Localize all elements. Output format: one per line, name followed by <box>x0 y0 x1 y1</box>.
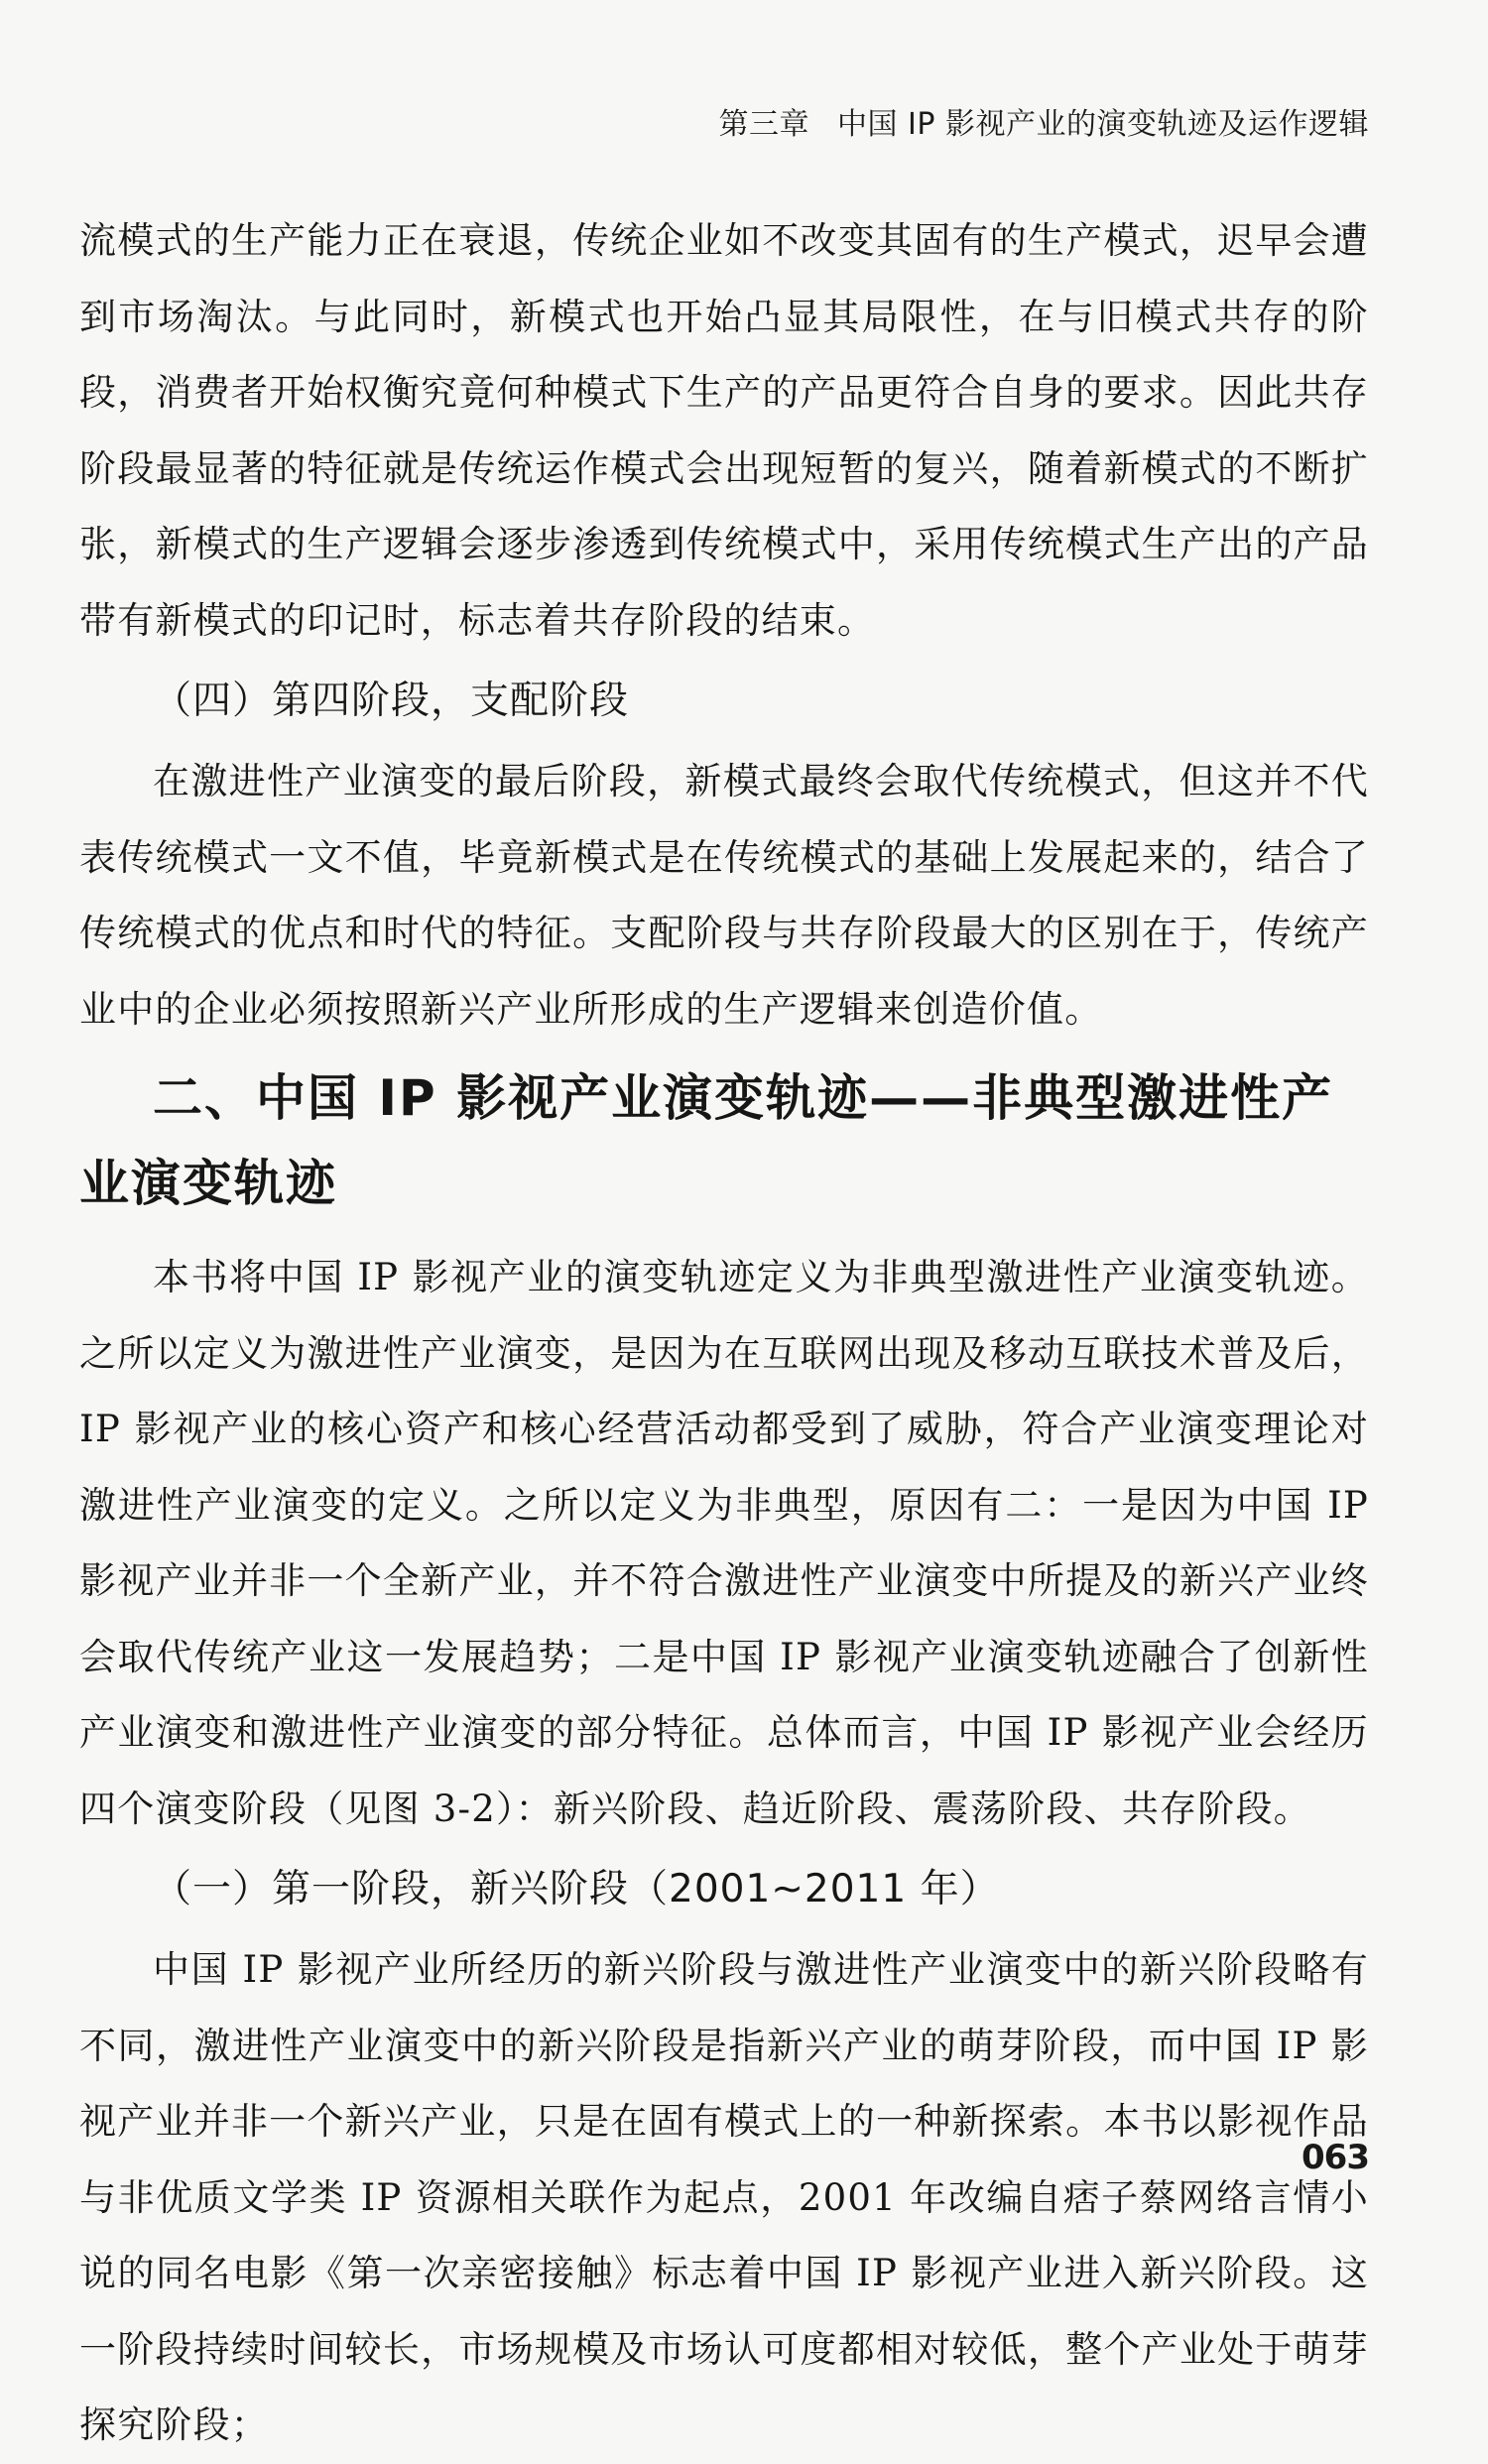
page-body <box>79 203 1369 2464</box>
page-number: 063 <box>1302 2138 1369 2177</box>
paragraph-dominance-stage: 在激进性产业演变的最后阶段，新模式最终会取代传统模式，但这并不代表传统模式一文不值，毕竟新模式是在传统模式的基础上发展起来的，结合了传统模式的优点和时代的特征。支配阶段与共存阶段最大的区别在于，传统产业中的企业必须按照新兴产业所形成的生产逻辑来创造价值。 <box>79 760 1369 1031</box>
running-header <box>718 99 1369 143</box>
paragraph-atypical-evolution: 本书将中国 IP 影视产业的演变轨迹定义为非典型激进性产业演变轨迹。之所以定义为激进性产业演变，是因为在互联网出现及移动互联技术普及后，IP 影视产业的核心资产和核心经营活动都受到了威胁，符合产业演变理论对激进性产业演变的定义。之所以定义为非典型，原因有二：一是因为中国 IP 影视产业并非一个全新产业，并不符合激进性产业演变中所提及的新兴产业终会取代传统产业这一发展趋势；二是中国 IP 影视产业演变轨迹融合了创新性产业演变和激进性产业演变的部分特征。总体而言，中国 IP 影视产业会经历四个演变阶段（见图 3-2）：新兴阶段、趋近阶段、震荡阶段、共存阶段。 <box>79 1256 1369 1830</box>
paragraph-emerging-stage: 中国 IP 影视产业所经历的新兴阶段与激进性产业演变中的新兴阶段略有不同，激进性产业演变中的新兴阶段是指新兴产业的萌芽阶段，而中国 IP 影视产业并非一个新兴产业，只是在固有模式上的一种新探索。本书以影视作品与非优质文学类 IP 资源相关联作为起点，2001 年改编自痞子蔡网络言情小说的同名电影《第一次亲密接触》标志着中国 IP 影视产业进入新兴阶段。这一阶段持续时间较长，市场规模及市场认可度都相对较低，整个产业处于萌芽探究阶段； <box>79 1948 1369 2446</box>
chapter-label: 第三章 <box>718 107 809 142</box>
paragraph-coexistence-continued: 流模式的生产能力正在衰退，传统企业如不改变其固有的生产模式，迟早会遭到市场淘汰。与此同时，新模式也开始凸显其局限性，在与旧模式共存的阶段，消费者开始权衡究竟何种模式下生产的产品更符合自身的要求。因此共存阶段最显著的特征就是传统运作模式会出现短暂的复兴，随着新模式的不断扩张，新模式的生产逻辑会逐步渗透到传统模式中，采用传统模式生产出的产品带有新模式的印记时，标志着共存阶段的结束。 <box>79 219 1369 642</box>
section-heading-two: 二、中国 IP 影视产业演变轨迹——非典型激进性产业演变轨迹 <box>79 1069 1334 1212</box>
chapter-title: 中国 IP 影视产业的演变轨迹及运作逻辑 <box>836 107 1369 142</box>
subheading-stage-four: （四）第四阶段，支配阶段 <box>153 678 630 723</box>
subheading-stage-one: （一）第一阶段，新兴阶段（2001~2011 年） <box>153 1867 1000 1911</box>
